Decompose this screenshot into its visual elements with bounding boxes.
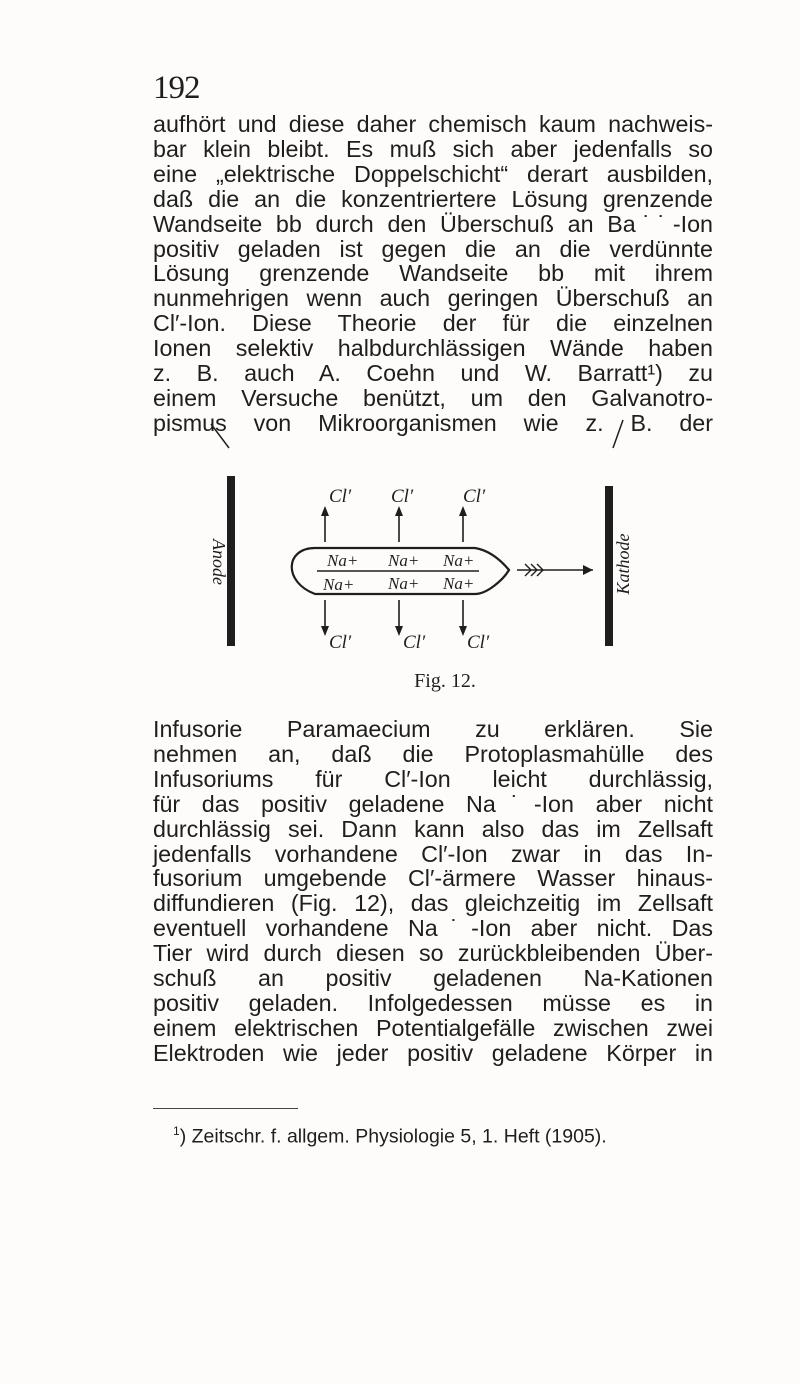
text-line: einem Versuche benützt, um den Galvanotro- bbox=[153, 384, 713, 411]
text-line: nehmen an, daß die Protoplasmahülle des bbox=[153, 740, 713, 767]
text-line: eventuell vorhandene Na˙-Ion aber nicht. Das bbox=[153, 915, 713, 942]
text-line: für das positiv geladene Na˙-Ion aber nicht bbox=[153, 790, 713, 817]
text-line: jedenfalls vorhandene Cl′-Ion zwar in das In- bbox=[153, 840, 713, 867]
figure-12 bbox=[209, 430, 665, 692]
na-ion-label: Na+ bbox=[327, 551, 359, 570]
text-line: positiv geladen ist gegen die an die verdünnte bbox=[153, 235, 713, 262]
text-line: Elektroden wie jeder positiv geladene Körper in bbox=[153, 1039, 713, 1066]
top-ion-label: Cl′ bbox=[329, 486, 352, 507]
arrow-head bbox=[321, 626, 329, 636]
top-ion-label: Cl′ bbox=[463, 486, 486, 507]
text-line: schuß an positiv geladenen Na-Kationen bbox=[153, 965, 713, 992]
figure-diagram bbox=[209, 430, 665, 670]
arrow-head bbox=[459, 626, 467, 636]
text-line: einem elektrischen Potentialgefälle zwischen zwei bbox=[153, 1014, 713, 1041]
top-ion-label: Cl′ bbox=[391, 486, 414, 507]
text-line: nunmehrigen wenn auch geringen Überschuß an bbox=[153, 285, 713, 312]
text-line: durchlässig sei. Dann kann also das im Zellsaft bbox=[153, 815, 713, 842]
page-number: 192 bbox=[153, 70, 200, 106]
arrow-head bbox=[583, 565, 593, 575]
text-line: diffundieren (Fig. 12), das gleichzeitig im Zellsaft bbox=[153, 890, 713, 917]
paragraph-2 bbox=[153, 717, 713, 1066]
text-line: Tier wird durch diesen so zurückbleibenden Über- bbox=[153, 940, 713, 967]
footnote bbox=[173, 1119, 607, 1149]
text-line: fusorium umgebende Cl′-ärmere Wasser hinaus- bbox=[153, 865, 713, 892]
text-line: pismus von Mikroorganismen wie z. B. der bbox=[153, 409, 713, 436]
text-line: daß die an die konzentriertere Lösung grenzende bbox=[153, 185, 713, 212]
na-ion-label: Na+ bbox=[443, 574, 475, 593]
text-line: Infusoriums für Cl′-Ion leicht durchlässig, bbox=[153, 765, 713, 792]
na-ion-label: Na+ bbox=[388, 551, 420, 570]
bottom-ion-label: Cl′ bbox=[329, 632, 352, 653]
cathode-plate bbox=[605, 486, 613, 646]
text-line: z. B. auch A. Coehn und W. Barratt¹) zu bbox=[153, 360, 713, 387]
text-line: Wandseite bb durch den Überschuß an Ba˙˙-Ion bbox=[153, 210, 713, 237]
figure-caption: Fig. 12. bbox=[414, 670, 476, 692]
footnote-text: ) Zeitschr. f. allgem. Physiologie 5, 1. Heft (1905). bbox=[179, 1125, 607, 1148]
na-ion-label: Na+ bbox=[323, 575, 355, 594]
anode-label: Anode bbox=[209, 539, 229, 585]
text-line: Ionen selektiv halbdurchlässigen Wände haben bbox=[153, 335, 713, 362]
footnote-divider bbox=[153, 1108, 298, 1109]
text-line: aufhört und diese daher chemisch kaum nachweis- bbox=[153, 111, 713, 137]
arrow-head bbox=[395, 506, 403, 516]
arrow-head bbox=[395, 626, 403, 636]
bottom-ion-label: Cl′ bbox=[403, 632, 426, 653]
cathode-label: Kathode bbox=[613, 533, 633, 595]
text-line: eine „elektrische Doppelschicht“ derart ausbilden, bbox=[153, 160, 713, 187]
arrow-head bbox=[321, 506, 329, 516]
text-line: Lösung grenzende Wandseite bb mit ihrem bbox=[153, 260, 713, 287]
text-line: positiv geladen. Infolgedessen müsse es in bbox=[153, 989, 713, 1016]
footnote-marker: 1 bbox=[173, 1124, 180, 1138]
paragraph-1 bbox=[153, 112, 713, 436]
text-line: Infusorie Paramaecium zu erklären. Sie bbox=[153, 716, 713, 742]
bottom-ion-label: Cl′ bbox=[467, 632, 490, 653]
arrow-head bbox=[459, 506, 467, 516]
text-line: bar klein bleibt. Es muß sich aber jedenfalls so bbox=[153, 135, 713, 162]
na-ion-label: Na+ bbox=[388, 574, 420, 593]
na-ion-label: Na+ bbox=[443, 551, 475, 570]
text-line: Cl′-Ion. Diese Theorie der für die einzelnen bbox=[153, 310, 713, 337]
